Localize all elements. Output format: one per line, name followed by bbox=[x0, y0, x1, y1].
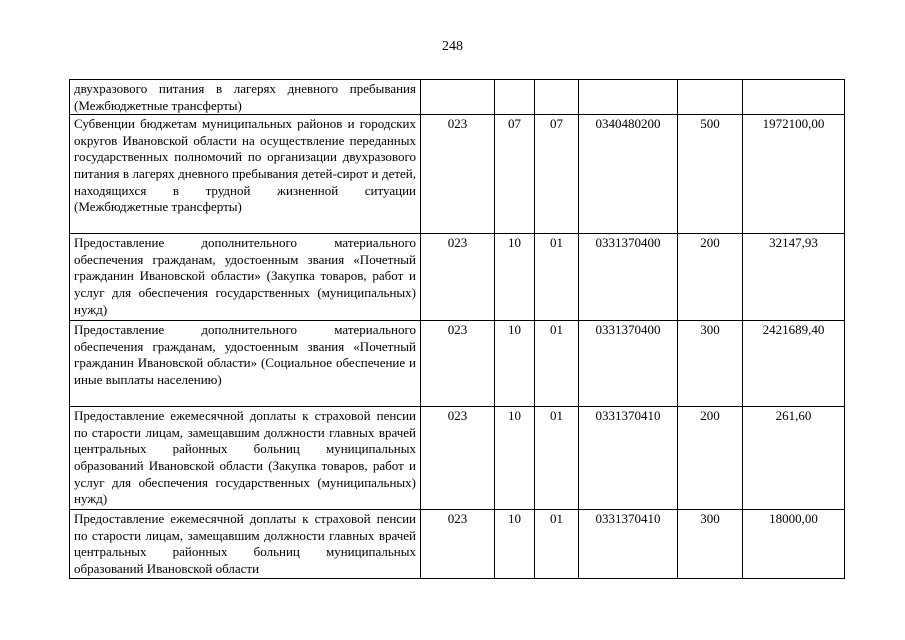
table-row bbox=[70, 321, 845, 407]
row-description: Субвенции бюджетам муниципальных районов и городских округов Ивановской области на осуществление переданных государственных полномочий по организации двухразового питания в лагерях дневного пребывания детей-сирот и детей, находящихся в трудной жизненной ситуации (Межбюджетные трансферты) bbox=[70, 115, 421, 234]
expense-type-code: 200 bbox=[678, 234, 743, 321]
row-description: Предоставление ежемесячной доплаты к страховой пенсии по старости лицам, замещавшим должности главных врачей центральных районных больниц муниципальных образований Ивановской области (Закупка товаров, работ и услуг для обеспечения государственных (муниципальных) нужд) bbox=[70, 407, 421, 510]
subsection-code: 01 bbox=[535, 234, 579, 321]
section-code: 10 bbox=[495, 321, 535, 407]
ministry-code: 023 bbox=[421, 234, 495, 321]
target-article-code: 0331370400 bbox=[579, 321, 678, 407]
amount-value: 32147,93 bbox=[743, 234, 845, 321]
row-description: Предоставление дополнительного материального обеспечения гражданам, удостоенным звания «Почетный гражданин Ивановской области» (Закупка товаров, работ и услуг для обеспечения государственных (муниципальных) нужд) bbox=[70, 234, 421, 321]
subsection-code: 07 bbox=[535, 115, 579, 234]
target-article-code: 0331370410 bbox=[579, 510, 678, 578]
table-row bbox=[70, 510, 845, 578]
target-article-code: 0340480200 bbox=[579, 115, 678, 234]
ministry-code: 023 bbox=[421, 407, 495, 510]
section-code: 10 bbox=[495, 234, 535, 321]
table-row bbox=[70, 115, 845, 234]
target-article-code: 0331370400 bbox=[579, 234, 678, 321]
expense-type-code: 300 bbox=[678, 510, 743, 578]
section-code bbox=[495, 80, 535, 115]
ministry-code: 023 bbox=[421, 321, 495, 407]
amount-value: 2421689,40 bbox=[743, 321, 845, 407]
expense-type-code: 500 bbox=[678, 115, 743, 234]
ministry-code bbox=[421, 80, 495, 115]
budget-table bbox=[69, 79, 845, 579]
page-number: 248 bbox=[442, 39, 463, 54]
subsection-code: 01 bbox=[535, 510, 579, 578]
subsection-code: 01 bbox=[535, 407, 579, 510]
expense-type-code: 300 bbox=[678, 321, 743, 407]
ministry-code: 023 bbox=[421, 510, 495, 578]
ministry-code: 023 bbox=[421, 115, 495, 234]
expense-type-code bbox=[678, 80, 743, 115]
table-row bbox=[70, 80, 845, 115]
row-description: двухразового питания в лагерях дневного пребывания (Межбюджетные трансферты) bbox=[70, 80, 421, 115]
subsection-code: 01 bbox=[535, 321, 579, 407]
table-row bbox=[70, 234, 845, 321]
expense-type-code: 200 bbox=[678, 407, 743, 510]
amount-value: 1972100,00 bbox=[743, 115, 845, 234]
target-article-code: 0331370410 bbox=[579, 407, 678, 510]
amount-value: 18000,00 bbox=[743, 510, 845, 578]
section-code: 07 bbox=[495, 115, 535, 234]
row-description: Предоставление ежемесячной доплаты к страховой пенсии по старости лицам, замещавшим должности главных врачей центральных районных больниц муниципальных образований Ивановской области bbox=[70, 510, 421, 578]
row-description: Предоставление дополнительного материального обеспечения гражданам, удостоенным звания «Почетный гражданин Ивановской области» (Социальное обеспечение и иные выплаты населению) bbox=[70, 321, 421, 407]
amount-value: 261,60 bbox=[743, 407, 845, 510]
subsection-code bbox=[535, 80, 579, 115]
section-code: 10 bbox=[495, 510, 535, 578]
amount-value bbox=[743, 80, 845, 115]
target-article-code bbox=[579, 80, 678, 115]
table-row bbox=[70, 407, 845, 510]
section-code: 10 bbox=[495, 407, 535, 510]
